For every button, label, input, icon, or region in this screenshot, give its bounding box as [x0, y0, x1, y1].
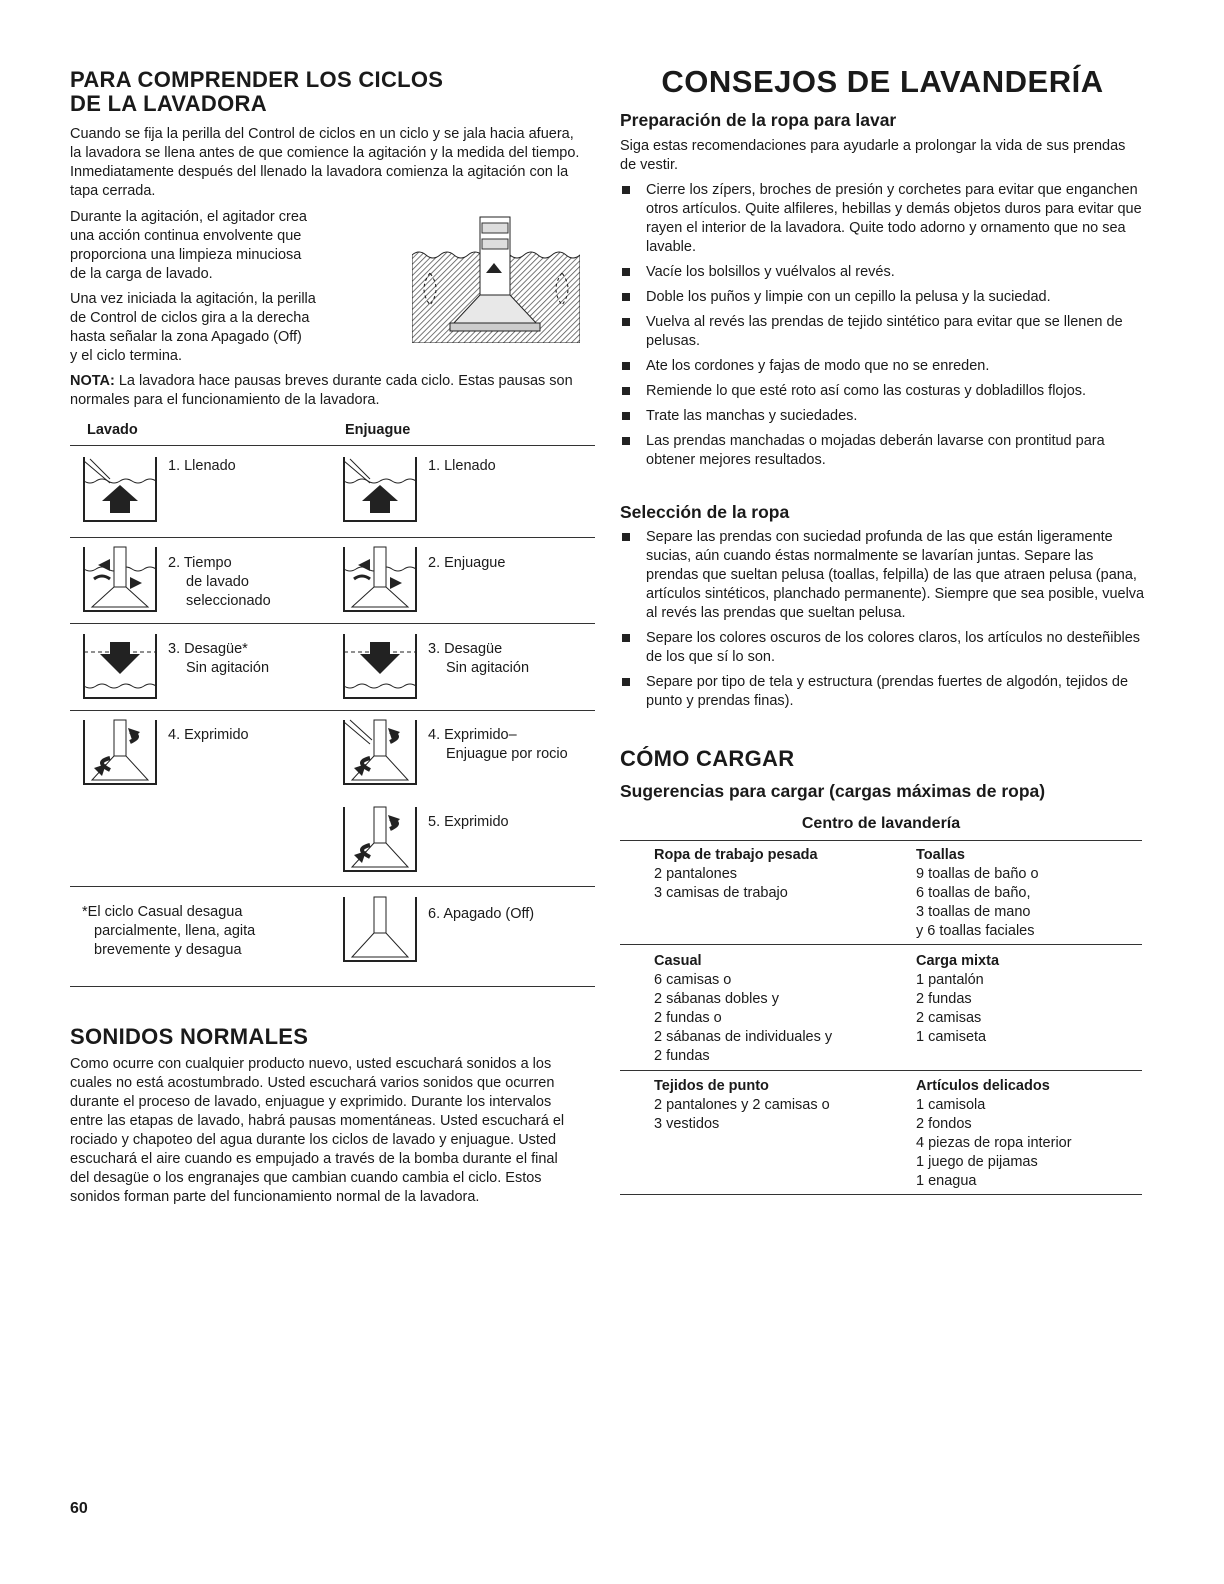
agitator-illustration	[412, 213, 580, 343]
rinse-step-2: 2. Enjuague	[428, 555, 506, 571]
agitate-icon	[80, 545, 160, 615]
off-icon	[340, 895, 420, 965]
load-cell: Tejidos de punto 2 pantalones y 2 camisas o 3 vestidos	[654, 1078, 830, 1132]
dial-text: Una vez iniciada la agitación, la perilla de Control de ciclos gira a la derecha hasta señalar la zona Apagado (Off) y el ciclo termina.	[70, 291, 316, 364]
page-number: 60	[70, 1500, 88, 1517]
drain-icon	[340, 632, 420, 702]
fill-icon	[340, 455, 420, 525]
prep-title: Preparación de la ropa para lavar	[620, 110, 897, 130]
sounds-title: SONIDOS NORMALES	[70, 1024, 309, 1049]
load-cell: Ropa de trabajo pesada 2 pantalones 3 camisas de trabajo	[654, 847, 818, 901]
select-title: Selección de la ropa	[620, 502, 790, 522]
spray-spin-icon	[340, 718, 420, 788]
list-item: Separe por tipo de tela y estructura (prendas fuertes de algodón, tejidos de punto y prendas finas).	[620, 673, 1145, 711]
agitate-icon	[340, 545, 420, 615]
list-item: Cierre los zípers, broches de presión y corchetes para evitar que enganchen otros artículos. Quite alfileres, hebillas y demás objetos duros para evitar que rayen el interior de la lavadora. Quite todo adorno y ornamento que no sea lavable.	[620, 181, 1145, 257]
drain-icon	[80, 632, 160, 702]
wash-step-3: 3. Desagüe* Sin agitación	[168, 641, 270, 676]
spin-icon	[80, 718, 160, 788]
select-bullet-list	[620, 528, 1145, 717]
agitation-text: Durante la agitación, el agitador crea una acción continua envolvente que proporciona una limpieza minuciosa de la carga de lavado.	[70, 209, 307, 282]
list-item: Vacíe los bolsillos y vuélvalos al revés.	[620, 263, 1145, 282]
loading-subtitle: Sugerencias para cargar (cargas máximas de ropa)	[620, 781, 1046, 801]
list-item: Separe las prendas con suciedad profunda de las que están ligeramente sucias, aún cuando éstas normalmente se lavarían juntas. Separe las prendas que sueltan pelusa (toallas, felpilla) de las que atraen pelusa (pana, artículos sintéticos, planchado permanente). Siempre que sea posible, vuelva al revés las prendas que sueltan pelusa.	[620, 528, 1145, 623]
rinse-step-5: 5. Exprimido	[428, 814, 509, 830]
cycles-intro: Cuando se fija la perilla del Control de ciclos en un ciclo y se jala hacia afuera, la lavadora se llena antes de que comience la agitación y la medida del tiempo. Inmediatamente después del llenado la lavadora comienza la agitación con la tapa cerrada.	[70, 126, 580, 199]
load-cell: Carga mixta 1 pantalón 2 fundas 2 camisas 1 camiseta	[916, 953, 1000, 1045]
rinse-step-1: 1. Llenado	[428, 458, 496, 474]
load-cell: Artículos delicados 1 camisola 2 fondos 4 piezas de ropa interior 1 juego de pijamas 1 enagua	[916, 1078, 1072, 1189]
laundry-tips-title: CONSEJOS DE LAVANDERÍA	[661, 64, 1104, 99]
wash-step-4: 4. Exprimido	[168, 727, 249, 743]
list-item: Ate los cordones y fajas de modo que no se enreden.	[620, 357, 1145, 376]
list-item: Vuelva al revés las prendas de tejido sintético para evitar que se llenen de pelusas.	[620, 313, 1145, 351]
wash-step-1: 1. Llenado	[168, 458, 236, 474]
prep-intro: Siga estas recomendaciones para ayudarle a prolongar la vida de sus prendas de vestir.	[620, 138, 1126, 173]
load-cell: Casual 6 camisas o 2 sábanas dobles y 2 fundas o 2 sábanas de individuales y 2 fundas	[654, 953, 833, 1064]
load-table	[620, 846, 1142, 1198]
rinse-step-6: 6. Apagado (Off)	[428, 906, 535, 922]
casual-footnote: *El ciclo Casual desagua parcialmente, llena, agita brevemente y desagua	[82, 904, 256, 958]
list-item: Remiende lo que esté roto así como las costuras y dobladillos flojos.	[620, 382, 1145, 401]
sounds-text: Como ocurre con cualquier producto nuevo, usted escuchará sonidos a los cuales no está acostumbrado. Usted escuchará varios sonidos que ocurren durante el proceso de lavado, enjuague y exprimido. Durante los intervalos entre las etapas de lavado, habrá pausas momentáneas. Usted escuchará el rociado y chapoteo del agua durante los ciclos de lavado y enjuague. Usted escuchará el aire cuando es empujado a través de la bomba durante el final del desagüe o los engranajes que cambian cuando cambia el ciclo. Estos sonidos forman parte del funcionamiento normal de la lavadora.	[70, 1056, 565, 1205]
prep-bullet-list	[620, 181, 1145, 476]
section-title-cycles: PARA COMPRENDER LOS CICLOS DE LA LAVADORA	[70, 67, 444, 116]
rinse-column-header: Enjuague	[345, 422, 411, 438]
wash-column-header: Lavado	[87, 422, 138, 438]
load-table-header: Centro de lavandería	[801, 815, 961, 832]
spin-icon	[340, 805, 420, 875]
load-cell: Toallas 9 toallas de baño o 6 toallas de baño, 3 toallas de mano y 6 toallas faciales	[916, 847, 1039, 939]
wash-step-2: 2. Tiempo de lavado seleccionado	[168, 555, 271, 609]
rinse-step-3: 3. Desagüe Sin agitación	[428, 641, 530, 676]
rinse-step-4: 4. Exprimido– Enjuague por rocio	[428, 727, 568, 762]
list-item: Trate las manchas y suciedades.	[620, 407, 1145, 426]
list-item: Las prendas manchadas o mojadas deberán lavarse con prontitud para obtener mejores resultados.	[620, 432, 1145, 470]
loading-title: CÓMO CARGAR	[620, 746, 795, 771]
list-item: Doble los puños y limpie con un cepillo la pelusa y la suciedad.	[620, 288, 1145, 307]
fill-icon	[80, 455, 160, 525]
list-item: Separe los colores oscuros de los colores claros, los artículos no desteñibles de los que sí lo son.	[620, 629, 1145, 667]
note-paragraph: NOTA: La lavadora hace pausas breves durante cada ciclo. Estas pausas son normales para el funcionamiento de la lavadora.	[70, 373, 573, 408]
